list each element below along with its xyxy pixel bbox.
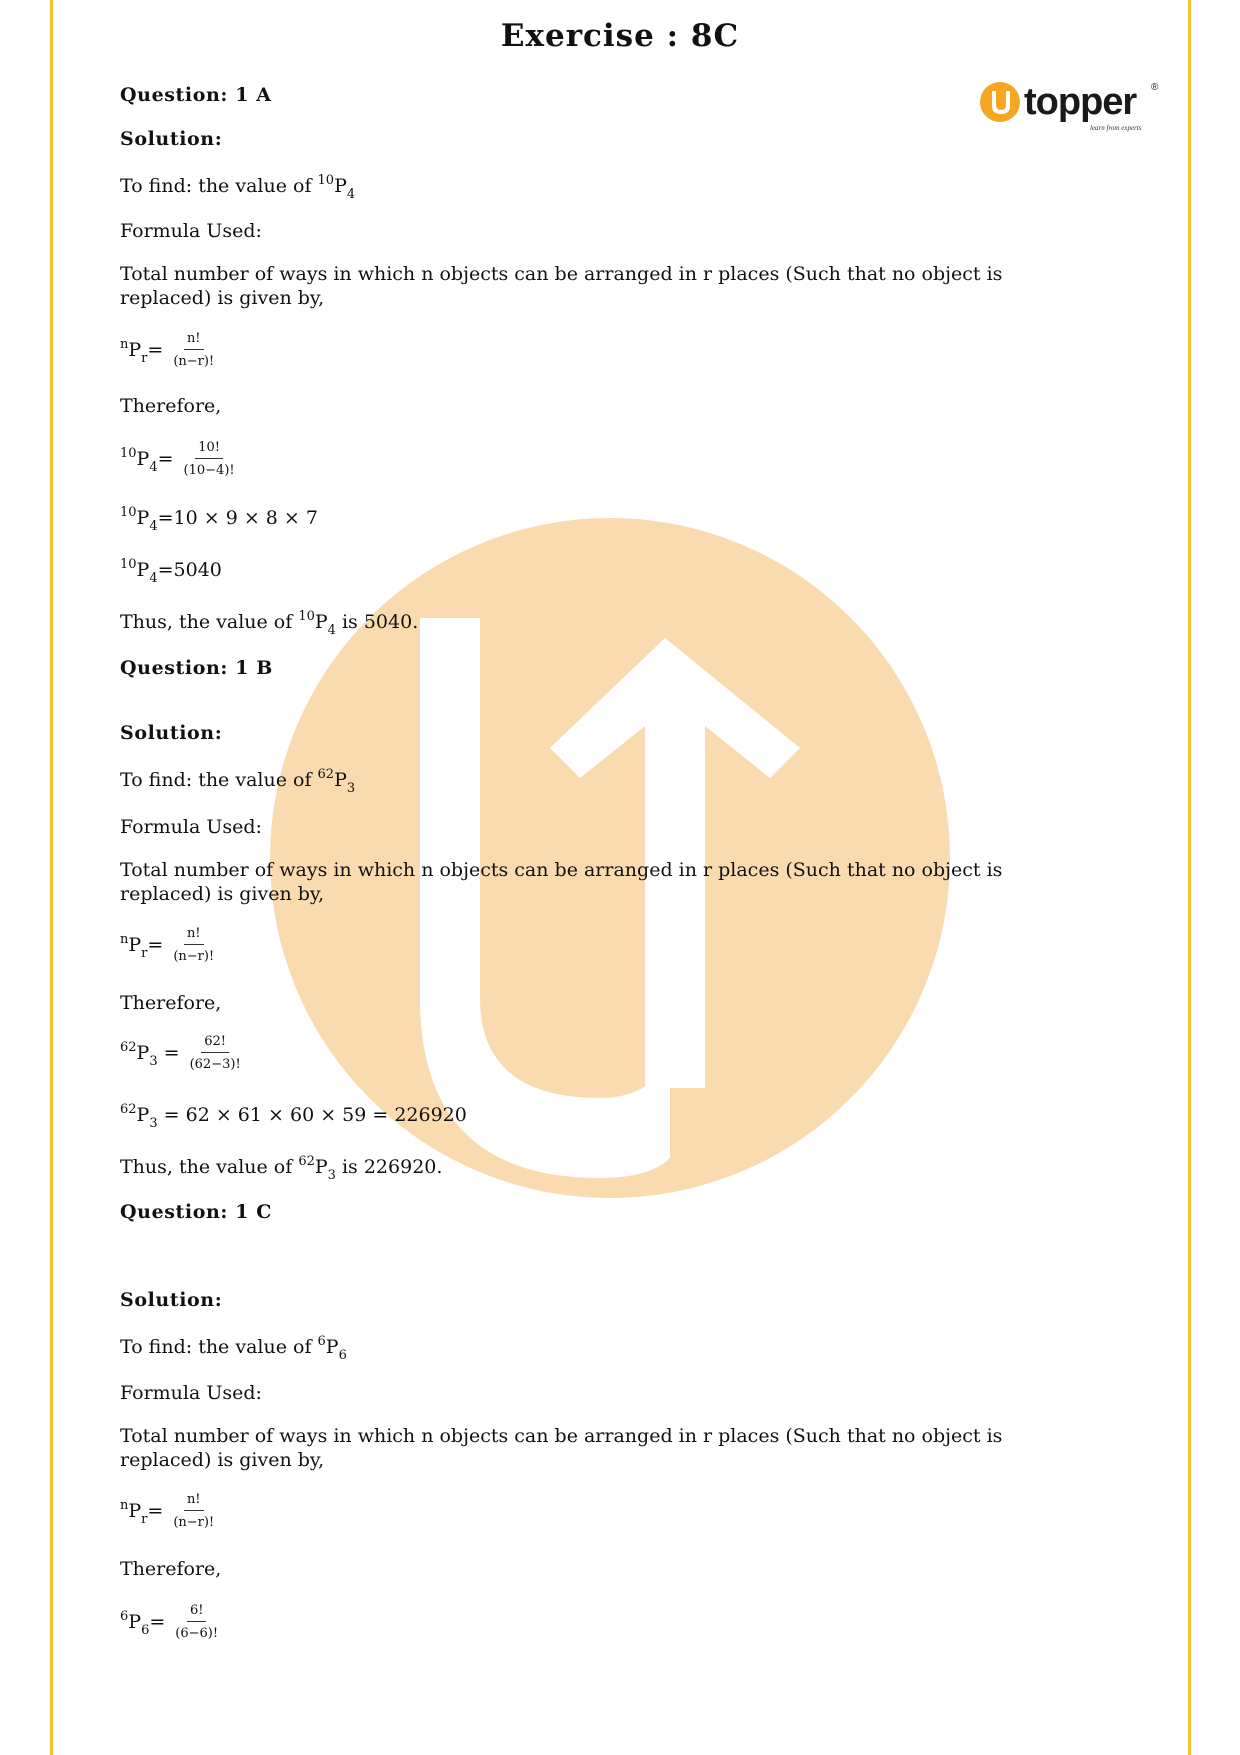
logo-wordmark: topper [1024,81,1137,123]
logo-circle [980,82,1020,122]
solution-heading: Solution: [120,1289,223,1311]
to-find-line: To find: the value of $^{62}P_3$ [120,767,356,796]
logo-tagline: learn from experts [1090,124,1142,132]
conclusion-line: Thus, the value of $^{10}P_4$ is 5040. [120,609,419,638]
general-formula: $^nP_r=$ $\frac{n!}{(n-r)!}$ [120,926,215,964]
question-heading: Question: 1 C [120,1201,273,1223]
step-fraction: $^{10}P_4=$ $\frac{10!}{(10-4)!}$ [120,440,235,478]
step-fraction: $^6P_6=$ $\frac{6!}{(6-6)!}$ [120,1603,219,1641]
conclusion-line: Thus, the value of $^{62}P_3$ is 226920. [120,1154,443,1183]
solution-heading: Solution: [120,128,223,150]
to-find-line: To find: the value of $^{10}P_4$ [120,173,356,202]
to-find-line: To find: the value of $^6P_6$ [120,1334,347,1363]
solution-heading: Solution: [120,722,223,744]
therefore-label: Therefore, [120,1558,222,1580]
page-border-right [1188,0,1191,1755]
step-result: $^{10}P_4=5040$ [120,557,222,586]
logo-registered-mark: ® [1151,82,1159,93]
general-formula: $^nP_r=$ $\frac{n!}{(n-r)!}$ [120,331,215,369]
formula-description: Total number of ways in which n objects can be arranged in r places (Such that no object is replaced) is given by, [120,859,1003,905]
formula-description: Total number of ways in which n objects can be arranged in r places (Such that no object is replaced) is given by, [120,263,1003,309]
step-product: $^{10}P_4=10 \times 9 \times 8 \times 7$ [120,505,318,534]
general-formula: $^nP_r=$ $\frac{n!}{(n-r)!}$ [120,1492,215,1530]
therefore-label: Therefore, [120,992,222,1014]
question-heading: Question: 1 B [120,657,273,679]
formula-used-label: Formula Used: [120,220,262,242]
formula-description: Total number of ways in which n objects can be arranged in r places (Such that no object is replaced) is given by, [120,1425,1003,1471]
formula-used-label: Formula Used: [120,816,262,838]
therefore-label: Therefore, [120,395,222,417]
page-title: Exercise : 8C [500,18,740,54]
utopper-logo [980,78,1165,134]
step-fraction: $^{62}P_3$ = $\frac{62!}{(62-3)!}$ [120,1034,241,1072]
step-result: $^{62}P_3 = 62 \times 61 \times 60 \times 59 = 226920$ [120,1102,467,1131]
question-heading: Question: 1 A [120,84,272,106]
formula-used-label: Formula Used: [120,1382,262,1404]
page-border-left [50,0,53,1755]
